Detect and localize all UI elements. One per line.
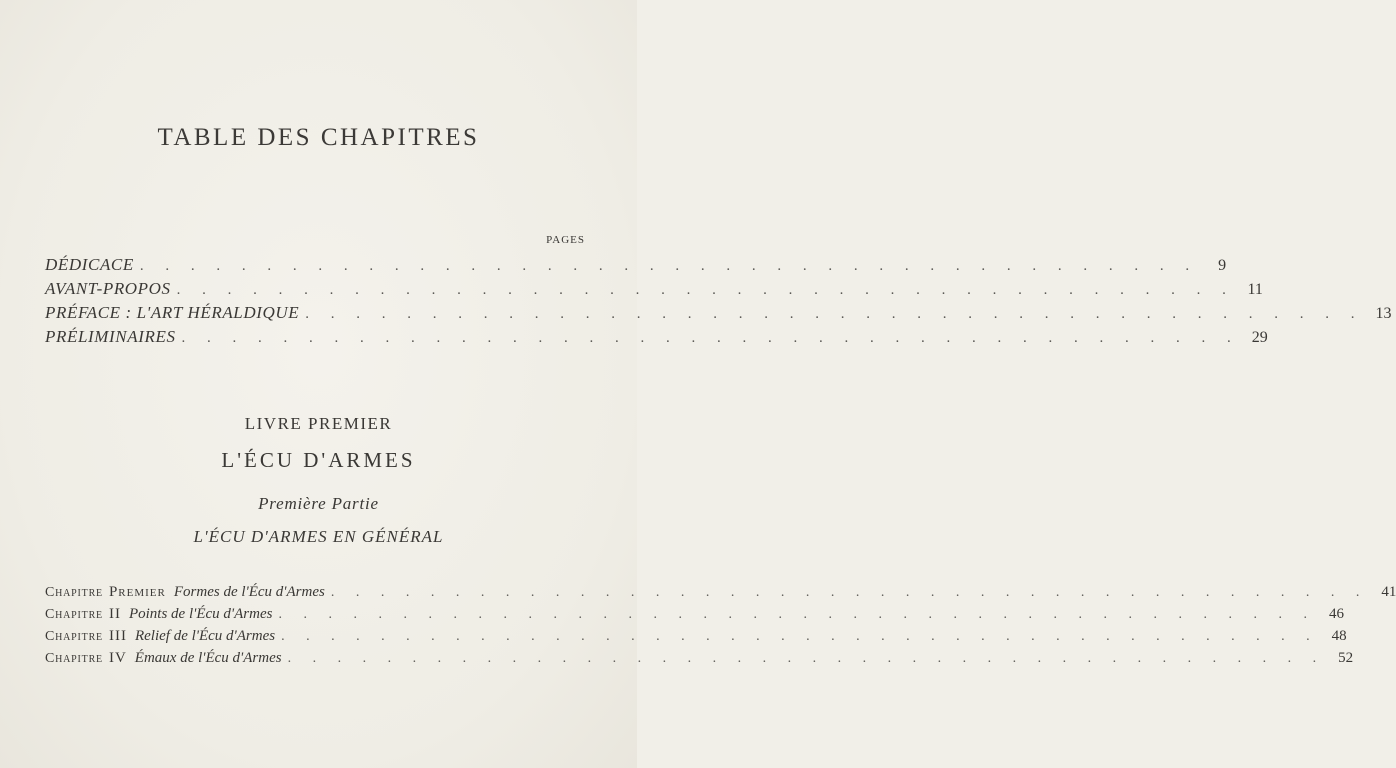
chapter-number: II	[108, 606, 121, 622]
toc-entry	[45, 279, 1263, 301]
chapter-page: 41	[1381, 584, 1396, 600]
chapter-page: 52	[1338, 650, 1354, 666]
livre-title: L'ÉCU D'ARMES	[221, 448, 416, 472]
dot-leader: . . . . . . . . . . . . . . . . . . . . . . . . . . . . . . . . . . . . . . . . . .	[330, 585, 1369, 600]
dot-leader: . . . . . . . . . . . . . . . . . . . . . . . . . . . . . . . . . . . . . . . . . .	[278, 607, 1316, 622]
dot-leader: . . . . . . . . . . . . . . . . . . . . . . . . . . . . . . . . . . . . . . . . . .	[181, 330, 1240, 346]
chapter-prefix: Chapitre	[45, 607, 103, 622]
chapter-entry	[45, 650, 1354, 672]
chapter-page: 46	[1328, 606, 1344, 622]
partie-title: L'ÉCU D'ARMES EN GÉNÉRAL	[193, 527, 444, 546]
chapter-title: Points de l'Écu d'Armes	[128, 606, 273, 622]
toc-entry	[45, 255, 1227, 277]
chapter-title: Formes de l'Écu d'Armes	[173, 584, 325, 600]
chapter-number: III	[108, 628, 127, 644]
chapter-title: Relief de l'Écu d'Armes	[134, 628, 276, 644]
dot-leader: . . . . . . . . . . . . . . . . . . . . . . . . . . . . . . . . . . . . . . . . . .	[139, 258, 1199, 274]
chapter-entry	[45, 628, 1347, 650]
toc-entry	[45, 303, 1392, 325]
chapter-title: Émaux de l'Écu d'Armes	[134, 650, 282, 666]
page-title: TABLE DES CHAPITRES	[157, 124, 480, 151]
toc-entry-page: 11	[1247, 281, 1263, 298]
dot-leader: . . . . . . . . . . . . . . . . . . . . . . . . . . . . . . . . . . . . . . . . . .	[305, 306, 1364, 322]
dot-leader: . . . . . . . . . . . . . . . . . . . . . . . . . . . . . . . . . . . . . . . . . .	[176, 282, 1235, 298]
chapter-page: 48	[1331, 628, 1347, 644]
chapter-prefix: Chapitre	[45, 651, 103, 666]
toc-entry-page: 13	[1375, 305, 1392, 322]
chapter-prefix: Chapitre	[45, 585, 103, 600]
chapter-entry	[45, 606, 1344, 628]
chapter-prefix: Chapitre	[45, 629, 103, 644]
toc-entry-label: PRÉFACE : L'ART HÉRALDIQUE	[45, 303, 300, 322]
toc-entry-page: 29	[1251, 329, 1268, 346]
toc-entry	[45, 327, 1268, 349]
livre-heading: LIVRE PREMIER	[244, 414, 393, 433]
pages-column-label: PAGES	[546, 234, 585, 246]
chapter-entry	[45, 584, 1396, 606]
toc-entry-label: DÉDICACE	[45, 255, 134, 274]
toc-entry-label: PRÉLIMINAIRES	[45, 327, 176, 346]
partie-heading: Première Partie	[258, 494, 379, 513]
dot-leader: . . . . . . . . . . . . . . . . . . . . . . . . . . . . . . . . . . . . . . . . . .	[281, 629, 1319, 644]
chapter-number: IV	[108, 650, 127, 666]
chapter-number: Premier	[108, 584, 166, 600]
toc-entry-page: 9	[1218, 257, 1227, 274]
toc-entry-label: AVANT-PROPOS	[45, 279, 171, 298]
dot-leader: . . . . . . . . . . . . . . . . . . . . . . . . . . . . . . . . . . . . . . . . . .	[287, 651, 1326, 666]
